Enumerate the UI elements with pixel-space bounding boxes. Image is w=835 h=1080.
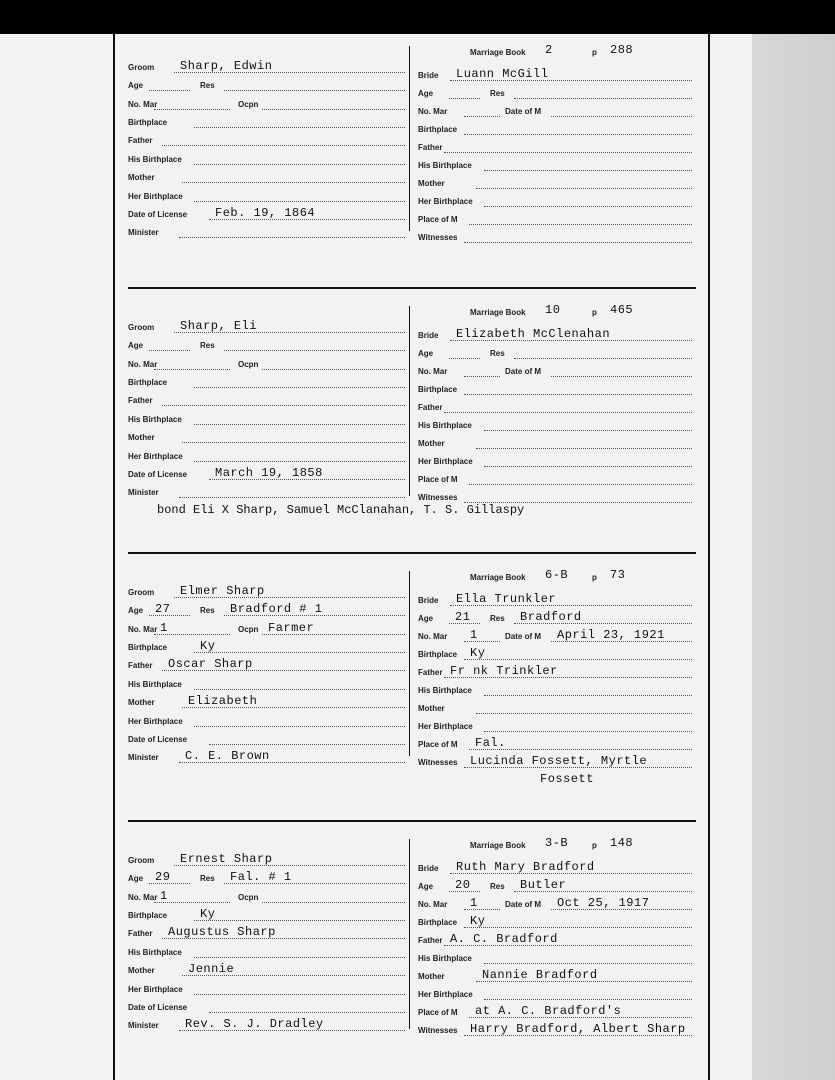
her-birthplace-label: Her Birthplace — [418, 990, 473, 999]
place-of-m-label: Place of M — [418, 475, 458, 484]
place-of-m-value: at A. C. Bradford's — [475, 1004, 622, 1018]
res-label: Res — [490, 349, 505, 358]
marriage-record — [0, 40, 752, 280]
page-number: 73 — [610, 568, 626, 582]
birthplace-value: Ky — [200, 639, 216, 653]
place-of-m-value: Fal. — [475, 736, 506, 750]
res-value: Fal. # 1 — [230, 870, 292, 884]
father-label: Father — [418, 403, 443, 412]
book-number: 10 — [545, 303, 561, 317]
page-label: p — [592, 573, 597, 582]
fill-line — [551, 376, 692, 377]
mother-label: Mother — [418, 704, 445, 713]
father-label: Father — [128, 661, 153, 670]
book-number: 2 — [545, 43, 553, 57]
place-of-m-label: Place of M — [418, 215, 458, 224]
his-birthplace-label: His Birthplace — [418, 686, 472, 695]
age-label: Age — [418, 89, 434, 98]
mother-label: Mother — [128, 173, 155, 182]
mother-label: Mother — [418, 972, 445, 981]
marriage-book-label: Marriage Book — [470, 841, 526, 850]
page-number: 288 — [610, 43, 634, 57]
bride-label: Bride — [418, 596, 439, 605]
father-label: Father — [418, 936, 443, 945]
fill-line — [484, 466, 692, 467]
fill-line — [182, 442, 405, 443]
fill-line — [162, 405, 405, 406]
b-res-value: Bradford — [520, 610, 582, 624]
date-of-license-label: Date of License — [128, 1003, 188, 1012]
marriage-book-label: Marriage Book — [470, 48, 526, 57]
his-birthplace-label: His Birthplace — [418, 161, 472, 170]
fill-line — [469, 484, 692, 485]
age-value: 27 — [155, 602, 171, 616]
bride-value: Luann McGill — [456, 67, 549, 81]
birthplace-label: Birthplace — [418, 125, 458, 134]
groom-label: Groom — [128, 588, 155, 597]
fill-line — [194, 164, 405, 165]
mother-label: Mother — [418, 179, 445, 188]
witnesses-label: Witnesses — [418, 1026, 458, 1035]
fill-line — [514, 358, 692, 359]
her-birthplace-label: Her Birthplace — [128, 717, 183, 726]
res-label: Res — [200, 341, 215, 350]
column-divider — [409, 46, 410, 231]
res-label: Res — [490, 882, 505, 891]
birthplace-label: Birthplace — [128, 378, 168, 387]
bond-note: bond Eli X Sharp, Samuel McClanahan, T. S. Gillaspy — [157, 503, 525, 517]
fill-line — [149, 350, 190, 351]
column-divider — [409, 839, 410, 1029]
fill-line — [476, 188, 692, 189]
fill-line — [154, 369, 230, 370]
res-label: Res — [490, 614, 505, 623]
her-birthplace-label: Her Birthplace — [418, 457, 473, 466]
age-label: Age — [418, 349, 434, 358]
minister-label: Minister — [128, 753, 159, 762]
fill-line — [484, 999, 692, 1000]
mother-label: Mother — [418, 439, 445, 448]
fill-line — [484, 963, 692, 964]
page-number: 465 — [610, 303, 634, 317]
res-label: Res — [200, 606, 215, 615]
fill-line — [194, 726, 405, 727]
bride-value: Ella Trunkler — [456, 592, 557, 606]
bride-label: Bride — [418, 71, 439, 80]
mother-value: Jennie — [188, 962, 235, 976]
no-mar-value: 1 — [160, 621, 168, 635]
witnesses-label: Witnesses — [418, 758, 458, 767]
no-mar-label: No. Mar — [128, 625, 158, 634]
his-birthplace-label: His Birthplace — [128, 415, 182, 424]
groom-value: Elmer Sharp — [180, 584, 265, 598]
b-no-mar-value: 1 — [470, 628, 478, 642]
b-father-value: Fr nk Trinkler — [450, 664, 558, 678]
fill-line — [476, 713, 692, 714]
ocpn-label: Ocpn — [238, 893, 259, 902]
witnesses-continued-value: Fossett — [540, 772, 594, 786]
date-of-license-value: Feb. 19, 1864 — [215, 206, 316, 220]
fill-line — [484, 170, 692, 171]
date-of-m-label: Date of M — [505, 632, 541, 641]
fill-line — [179, 497, 405, 498]
fill-line — [194, 957, 405, 958]
birthplace-label: Birthplace — [418, 385, 458, 394]
record-separator — [128, 287, 696, 289]
fill-line — [194, 127, 405, 128]
b-res-value: Butler — [520, 878, 567, 892]
page-number: 148 — [610, 836, 634, 850]
fill-line — [194, 201, 405, 202]
his-birthplace-label: His Birthplace — [418, 954, 472, 963]
minister-label: Minister — [128, 488, 159, 497]
marriage-record — [0, 833, 752, 1073]
marriage-book-label: Marriage Book — [470, 573, 526, 582]
date-of-license-value: March 19, 1858 — [215, 466, 323, 480]
fill-line — [464, 242, 692, 243]
father-value: Oscar Sharp — [168, 657, 253, 671]
her-birthplace-label: Her Birthplace — [418, 197, 473, 206]
fill-line — [194, 387, 405, 388]
witnesses-label: Witnesses — [418, 233, 458, 242]
no-mar-value: 1 — [160, 889, 168, 903]
fill-line — [194, 920, 405, 921]
age-value: 29 — [155, 870, 171, 884]
res-label: Res — [200, 874, 215, 883]
groom-label: Groom — [128, 323, 155, 332]
witnesses-value: Lucinda Fossett, Myrtle — [470, 754, 648, 768]
fill-line — [484, 206, 692, 207]
fill-line — [194, 461, 405, 462]
b-mother-value: Nannie Bradford — [482, 968, 598, 982]
age-label: Age — [128, 874, 144, 883]
b-father-value: A. C. Bradford — [450, 932, 558, 946]
witnesses-value: Harry Bradford, Albert Sharp — [470, 1022, 686, 1036]
fill-line — [484, 430, 692, 431]
bride-value: Elizabeth McClenahan — [456, 327, 611, 341]
groom-value: Ernest Sharp — [180, 852, 273, 866]
ocpn-label: Ocpn — [238, 100, 259, 109]
father-label: Father — [128, 396, 153, 405]
no-mar-label: No. Mar — [418, 900, 448, 909]
mother-label: Mother — [128, 966, 155, 975]
his-birthplace-label: His Birthplace — [128, 948, 182, 957]
birthplace-label: Birthplace — [128, 118, 168, 127]
date-of-m-label: Date of M — [505, 367, 541, 376]
age-label: Age — [418, 882, 434, 891]
no-mar-label: No. Mar — [128, 100, 158, 109]
fill-line — [449, 358, 480, 359]
marriage-record — [0, 565, 752, 805]
ocpn-label: Ocpn — [238, 360, 259, 369]
fill-line — [551, 116, 692, 117]
fill-line — [162, 145, 405, 146]
no-mar-label: No. Mar — [418, 632, 448, 641]
his-birthplace-label: His Birthplace — [418, 421, 472, 430]
father-label: Father — [128, 136, 153, 145]
fill-line — [444, 152, 692, 153]
res-label: Res — [200, 81, 215, 90]
b-no-mar-value: 1 — [470, 896, 478, 910]
date-of-license-label: Date of License — [128, 735, 188, 744]
fill-line — [224, 90, 405, 91]
fill-line — [149, 90, 190, 91]
no-mar-label: No. Mar — [128, 360, 158, 369]
date-of-m-value: Oct 25, 1917 — [557, 896, 650, 910]
date-of-license-label: Date of License — [128, 470, 188, 479]
groom-label: Groom — [128, 856, 155, 865]
fill-line — [464, 376, 500, 377]
marriage-book-label: Marriage Book — [470, 308, 526, 317]
bride-label: Bride — [418, 331, 439, 340]
fill-line — [484, 731, 692, 732]
fill-line — [449, 98, 480, 99]
date-of-license-label: Date of License — [128, 210, 188, 219]
birthplace-label: Birthplace — [418, 918, 458, 927]
birthplace-value: Ky — [200, 907, 216, 921]
groom-value: Sharp, Edwin — [180, 59, 273, 73]
book-number: 3-B — [545, 836, 569, 850]
bride-value: Ruth Mary Bradford — [456, 860, 595, 874]
birthplace-label: Birthplace — [418, 650, 458, 659]
date-of-m-value: April 23, 1921 — [557, 628, 665, 642]
fill-line — [154, 109, 230, 110]
book-number: 6-B — [545, 568, 569, 582]
minister-label: Minister — [128, 228, 159, 237]
minister-label: Minister — [128, 1021, 159, 1030]
groom-label: Groom — [128, 63, 155, 72]
birthplace-label: Birthplace — [128, 643, 168, 652]
fill-line — [194, 424, 405, 425]
fill-line — [464, 659, 692, 660]
age-label: Age — [418, 614, 434, 623]
date-of-m-label: Date of M — [505, 107, 541, 116]
column-divider — [409, 306, 410, 496]
scan-edge — [752, 34, 835, 1080]
minister-value: C. E. Brown — [185, 749, 270, 763]
fill-line — [182, 182, 405, 183]
father-label: Father — [418, 668, 443, 677]
fill-line — [262, 109, 405, 110]
fill-line — [469, 224, 692, 225]
fill-line — [194, 652, 405, 653]
father-label: Father — [128, 929, 153, 938]
fill-line — [476, 448, 692, 449]
father-label: Father — [418, 143, 443, 152]
record-separator — [128, 820, 696, 822]
place-of-m-label: Place of M — [418, 740, 458, 749]
fill-line — [464, 394, 692, 395]
fill-line — [464, 927, 692, 928]
age-label: Age — [128, 341, 144, 350]
fill-line — [209, 1012, 405, 1013]
fill-line — [484, 695, 692, 696]
no-mar-label: No. Mar — [128, 893, 158, 902]
fill-line — [464, 116, 500, 117]
date-of-m-label: Date of M — [505, 900, 541, 909]
no-mar-label: No. Mar — [418, 107, 448, 116]
place-of-m-label: Place of M — [418, 1008, 458, 1017]
record-separator — [128, 552, 696, 554]
marriage-record — [0, 300, 752, 540]
fill-line — [194, 994, 405, 995]
b-birthplace-value: Ky — [470, 646, 486, 660]
her-birthplace-label: Her Birthplace — [418, 722, 473, 731]
res-value: Bradford # 1 — [230, 602, 323, 616]
mother-label: Mother — [128, 433, 155, 442]
fill-line — [262, 902, 405, 903]
column-divider — [409, 571, 410, 756]
page-label: p — [592, 841, 597, 850]
res-label: Res — [490, 89, 505, 98]
b-age-value: 20 — [455, 878, 471, 892]
fill-line — [209, 744, 405, 745]
ocpn-value: Farmer — [268, 621, 315, 635]
father-value: Augustus Sharp — [168, 925, 276, 939]
fill-line — [444, 412, 692, 413]
bride-label: Bride — [418, 864, 439, 873]
no-mar-label: No. Mar — [418, 367, 448, 376]
fill-line — [224, 350, 405, 351]
mother-value: Elizabeth — [188, 694, 258, 708]
fill-line — [179, 237, 405, 238]
her-birthplace-label: Her Birthplace — [128, 985, 183, 994]
age-label: Age — [128, 81, 144, 90]
page-label: p — [592, 308, 597, 317]
witnesses-label: Witnesses — [418, 493, 458, 502]
his-birthplace-label: His Birthplace — [128, 680, 182, 689]
page-label: p — [592, 48, 597, 57]
birthplace-label: Birthplace — [128, 911, 168, 920]
fill-line — [464, 134, 692, 135]
b-age-value: 21 — [455, 610, 471, 624]
her-birthplace-label: Her Birthplace — [128, 452, 183, 461]
age-label: Age — [128, 606, 144, 615]
groom-value: Sharp, Eli — [180, 319, 258, 333]
minister-value: Rev. S. J. Dradley — [185, 1017, 324, 1031]
b-birthplace-value: Ky — [470, 914, 486, 928]
ocpn-label: Ocpn — [238, 625, 259, 634]
fill-line — [194, 689, 405, 690]
fill-line — [262, 369, 405, 370]
his-birthplace-label: His Birthplace — [128, 155, 182, 164]
mother-label: Mother — [128, 698, 155, 707]
her-birthplace-label: Her Birthplace — [128, 192, 183, 201]
fill-line — [514, 98, 692, 99]
